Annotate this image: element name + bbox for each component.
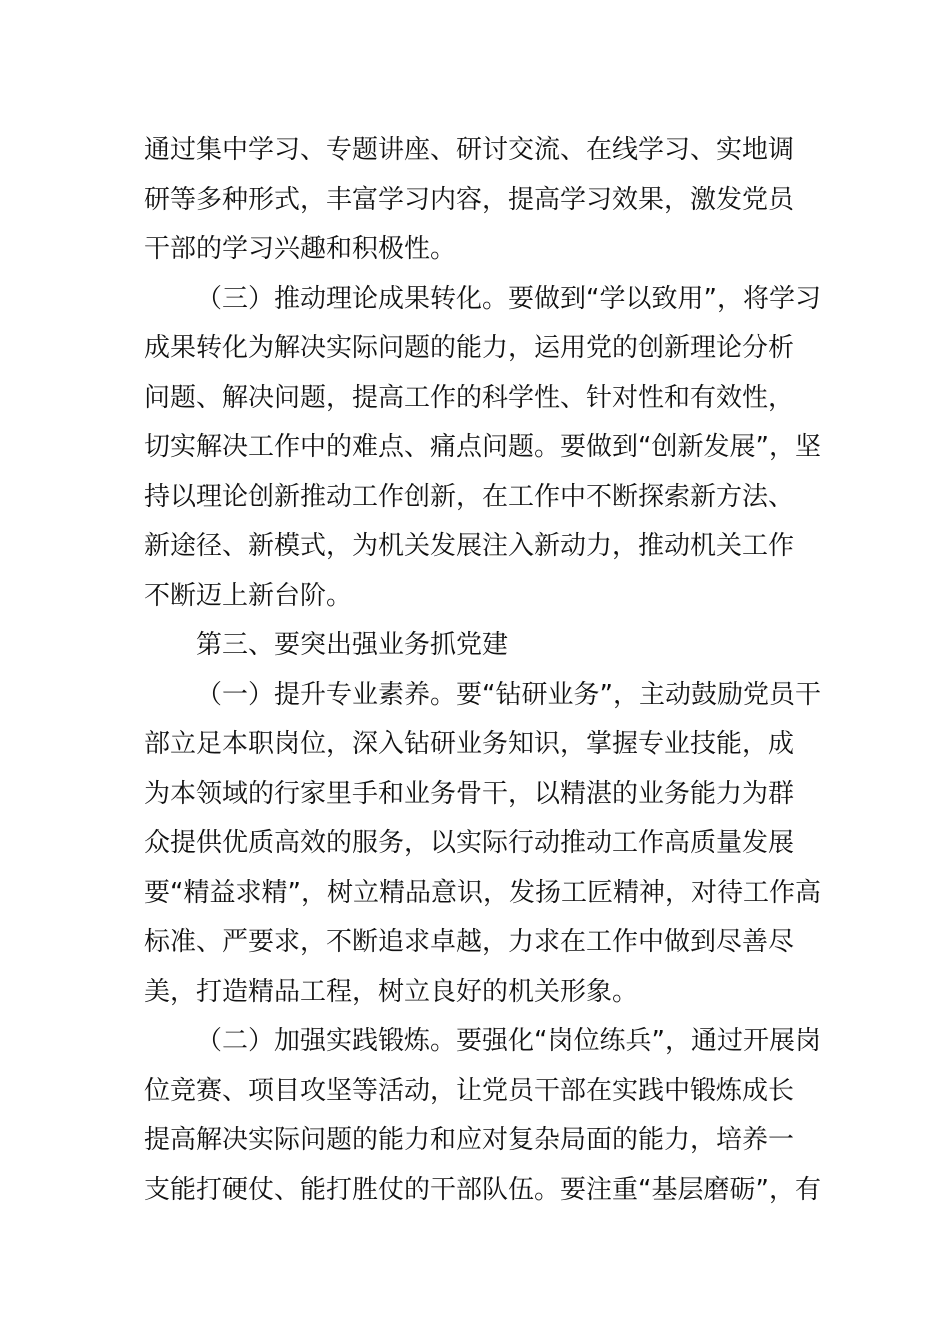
- text-line: 研等多种形式，丰富学习内容，提高学习效果，激发党员: [144, 184, 795, 215]
- text-line: 通过集中学习、专题讲座、研讨交流、在线学习、实地调: [144, 135, 795, 165]
- section-heading: 第三、要突出强业务抓党建: [196, 630, 509, 660]
- text-line: 要“精益求精”，树立精品意识，发扬工匠精神，对待工作高: [144, 877, 821, 908]
- text-line: 提高解决实际问题的能力和应对复杂局面的能力，培养一: [144, 1125, 795, 1155]
- text-line: 切实解决工作中的难点、痛点问题。要做到“创新发展”，坚: [144, 432, 821, 462]
- text-line: 众提供优质高效的服务，以实际行动推动工作高质量发展: [144, 828, 795, 858]
- text-line: 问题、解决问题，提高工作的科学性、针对性和有效性，: [144, 382, 795, 413]
- text-line: 位竞赛、项目攻坚等活动，让党员干部在实践中锻炼成长: [144, 1075, 795, 1106]
- text-line: 美，打造精品工程，树立良好的机关形象。: [144, 976, 639, 1007]
- text-line: 持以理论创新推动工作创新，在工作中不断探索新方法、: [144, 481, 795, 512]
- paragraph-start-line: （二）加强实践锻炼。要强化“岗位练兵”，通过开展岗: [196, 1026, 821, 1056]
- text-line: 成果转化为解决实际问题的能力，运用党的创新理论分析: [144, 333, 795, 363]
- text-line: 标准、严要求，不断追求卓越，力求在工作中做到尽善尽: [144, 927, 795, 957]
- text-line: 支能打硬仗、能打胜仗的干部队伍。要注重“基层磨砺”，有: [144, 1174, 821, 1205]
- text-line: 为本领域的行家里手和业务骨干，以精湛的业务能力为群: [144, 778, 795, 809]
- text-line: 干部的学习兴趣和积极性。: [144, 234, 457, 264]
- text-line: 不断迈上新台阶。: [144, 580, 353, 611]
- paragraph-start-line: （三）推动理论成果转化。要做到“学以致用”，将学习: [196, 283, 821, 314]
- document-body: [144, 126, 821, 1215]
- paragraph-start-line: （一）提升专业素养。要“钻研业务”，主动鼓励党员干: [196, 679, 821, 710]
- text-line: 新途径、新模式，为机关发展注入新动力，推动机关工作: [144, 531, 795, 561]
- text-line: 部立足本职岗位，深入钻研业务知识，掌握专业技能，成: [144, 729, 795, 759]
